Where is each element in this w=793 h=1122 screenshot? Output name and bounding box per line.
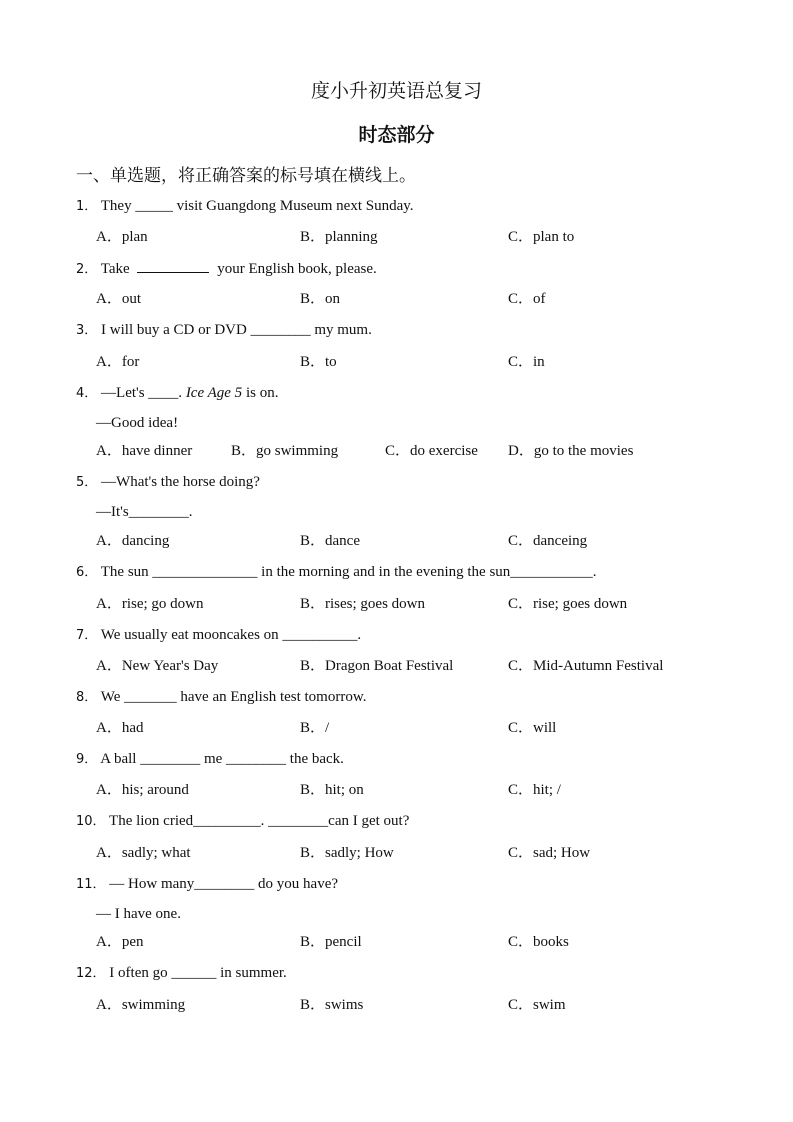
option-b[interactable]: B．/ — [300, 720, 330, 736]
question-text: —What's the horse doing? — [101, 474, 260, 490]
option-c[interactable]: C．danceing — [508, 533, 588, 549]
section-title: 时态部分 — [358, 124, 435, 146]
question-text: The sun ______________ in the morning and in the evening the sun___________. — [100, 564, 597, 580]
option-b[interactable]: B．rises; goes down — [300, 596, 425, 612]
question-6 — [76, 562, 597, 583]
option-a[interactable]: A．his; around — [96, 782, 189, 798]
option-a[interactable]: A．for — [96, 354, 140, 370]
question-text: We _______ have an English test tomorrow. — [100, 689, 367, 705]
option-b[interactable]: B．swims — [300, 997, 364, 1013]
option-b[interactable]: B．hit; on — [300, 782, 364, 798]
question-number: 6． — [76, 565, 98, 580]
dialogue-response: —It's________. — [96, 504, 193, 520]
question-number: 10． — [76, 814, 106, 829]
question-3 — [76, 320, 372, 341]
movie-title: Ice Age 5 — [185, 385, 243, 401]
option-c[interactable]: C．rise; goes down — [508, 596, 628, 612]
question-text-post: your English book, please. — [213, 261, 377, 277]
option-c[interactable]: C．of — [508, 291, 546, 307]
option-a[interactable]: A．rise; go down — [96, 596, 204, 612]
question-text-pre: —Let's ____. — [101, 385, 186, 401]
option-c[interactable]: C．hit; / — [508, 782, 561, 798]
option-a[interactable]: A．had — [96, 720, 144, 736]
question-number: 12． — [76, 966, 106, 981]
question-text: We usually eat mooncakes on __________. — [100, 627, 362, 643]
question-7 — [76, 625, 361, 646]
question-text: A ball ________ me ________ the back. — [100, 751, 344, 767]
option-a[interactable]: A．dancing — [96, 533, 170, 549]
option-a[interactable]: A．have dinner — [96, 443, 193, 459]
option-a[interactable]: A．New Year's Day — [96, 658, 219, 674]
option-c[interactable]: C．sad; How — [508, 845, 591, 861]
question-number: 9． — [76, 752, 98, 767]
option-c[interactable]: C．plan to — [508, 229, 575, 245]
option-b[interactable]: B．Dragon Boat Festival — [300, 658, 454, 674]
instructions: 一、单选题，将正确答案的标号填在横线上。 — [76, 166, 416, 186]
dialogue-response: — I have one. — [96, 906, 181, 922]
option-a[interactable]: A．out — [96, 291, 142, 307]
question-4 — [76, 383, 278, 404]
option-b[interactable]: B．pencil — [300, 934, 362, 950]
question-9 — [76, 749, 344, 770]
option-c[interactable]: C．do exercise — [385, 443, 478, 459]
option-c[interactable]: C．in — [508, 354, 545, 370]
option-c[interactable]: C．swim — [508, 997, 566, 1013]
option-a[interactable]: A．plan — [96, 229, 148, 245]
question-text: — How many________ do you have? — [109, 876, 339, 892]
option-c[interactable]: C．will — [508, 720, 557, 736]
option-a[interactable]: A．sadly; what — [96, 845, 191, 861]
question-2 — [76, 258, 377, 280]
option-d[interactable]: D．go to the movies — [508, 443, 634, 459]
question-number: 3． — [76, 323, 98, 338]
option-b[interactable]: B．to — [300, 354, 337, 370]
question-1 — [76, 196, 414, 217]
question-8 — [76, 687, 366, 708]
option-b[interactable]: B．sadly; How — [300, 845, 394, 861]
question-number: 2． — [76, 262, 98, 277]
question-text-pre: Take — [100, 261, 134, 277]
question-number: 4． — [76, 386, 98, 401]
option-a[interactable]: A．swimming — [96, 997, 186, 1013]
page-title: 度小升初英语总复习 — [310, 80, 482, 102]
question-11 — [76, 874, 338, 895]
question-12 — [76, 963, 287, 984]
question-10 — [76, 811, 409, 832]
option-c[interactable]: C．Mid-Autumn Festival — [508, 658, 664, 674]
option-b[interactable]: B．planning — [300, 229, 378, 245]
question-number: 8． — [76, 690, 98, 705]
question-text: The lion cried_________. ________can I get out? — [109, 813, 410, 829]
option-b[interactable]: B．dance — [300, 533, 360, 549]
option-a[interactable]: A．pen — [96, 934, 144, 950]
answer-blank[interactable] — [137, 258, 209, 273]
option-c[interactable]: C．books — [508, 934, 569, 950]
option-b[interactable]: B．on — [300, 291, 341, 307]
question-text: They _____ visit Guangdong Museum next Sunday. — [100, 198, 414, 214]
question-text: I will buy a CD or DVD ________ my mum. — [101, 322, 372, 338]
question-text-post: is on. — [242, 385, 279, 401]
question-number: 11． — [76, 877, 106, 892]
option-b[interactable]: B．go swimming — [231, 443, 339, 459]
dialogue-response: —Good idea! — [96, 415, 179, 431]
question-number: 5． — [76, 475, 98, 490]
question-5 — [76, 472, 260, 493]
question-number: 7． — [76, 628, 98, 643]
question-number: 1． — [76, 199, 98, 214]
question-text: I often go ______ in summer. — [109, 965, 287, 981]
